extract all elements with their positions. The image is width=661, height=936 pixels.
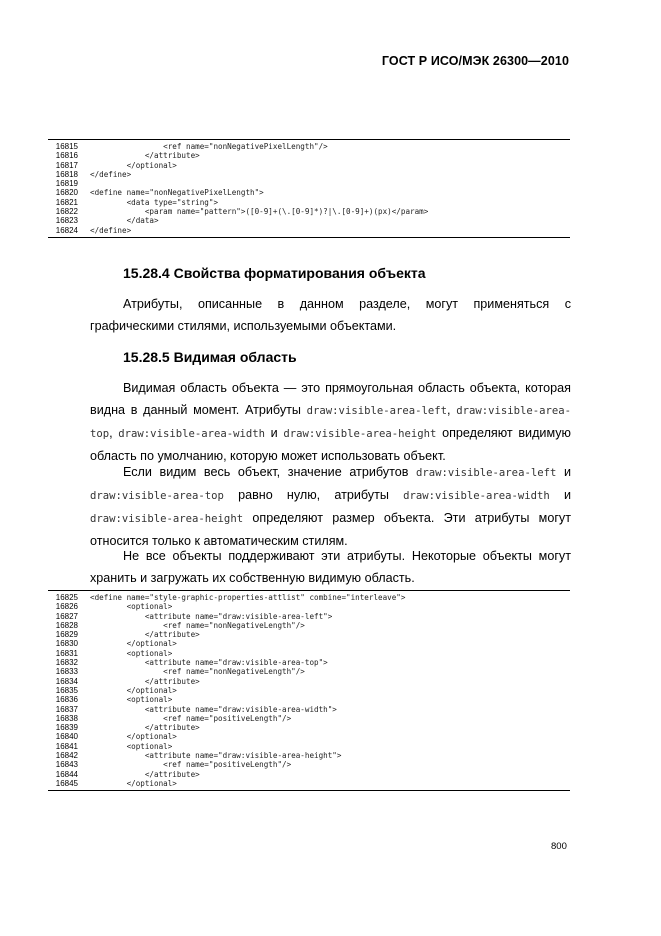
paragraph-visible-area-definition bbox=[90, 377, 571, 467]
code-text: </optional> bbox=[90, 685, 177, 695]
line-number: 16839 bbox=[55, 723, 78, 733]
line-number: 16817 bbox=[55, 160, 78, 170]
code-line bbox=[48, 593, 570, 602]
code-line bbox=[48, 621, 570, 630]
code-line bbox=[48, 188, 570, 197]
line-number: 16844 bbox=[55, 769, 78, 779]
text-run: определяют размер объекта. Эти атрибуты могут относится только к автоматическим стилям. bbox=[90, 511, 571, 548]
paragraph-not-all-objects: Не все объекты поддерживают эти атрибуты. Некоторые объекты могут хранить и загружать их собственную видимую область. bbox=[90, 549, 571, 585]
code-line bbox=[48, 770, 570, 779]
code-line bbox=[48, 649, 570, 658]
code-line bbox=[48, 760, 570, 769]
code-line bbox=[48, 751, 570, 760]
line-number: 16818 bbox=[55, 169, 78, 179]
code-line bbox=[48, 695, 570, 704]
line-number: 16837 bbox=[55, 704, 78, 714]
code-text: <ref name="nonNegativeLength"/> bbox=[90, 667, 305, 677]
code-line bbox=[48, 686, 570, 695]
attribute-visible-area-height: draw:visible-area-height bbox=[283, 428, 437, 440]
text-run: , bbox=[109, 426, 119, 440]
code-line bbox=[48, 142, 570, 151]
code-line bbox=[48, 612, 570, 621]
line-number: 16821 bbox=[55, 197, 78, 207]
code-text: <ref name="nonNegativePixelLength"/> bbox=[90, 142, 328, 151]
code-line bbox=[48, 198, 570, 207]
code-text: <optional> bbox=[90, 602, 173, 612]
code-line bbox=[48, 151, 570, 160]
line-number: 16834 bbox=[55, 676, 78, 686]
code-line bbox=[48, 779, 570, 788]
code-text: </define> bbox=[90, 225, 132, 235]
code-line bbox=[48, 226, 570, 235]
attribute-visible-area-height: draw:visible-area-height bbox=[90, 513, 244, 525]
line-number: 16824 bbox=[55, 225, 78, 235]
code-line bbox=[48, 732, 570, 741]
line-number: 16822 bbox=[55, 207, 78, 217]
attribute-visible-area-width: draw:visible-area-width bbox=[118, 428, 265, 440]
line-number: 16827 bbox=[55, 611, 78, 621]
section-heading-15-28-5: 15.28.5 Видимая область bbox=[123, 349, 297, 365]
line-number: 16825 bbox=[55, 593, 78, 602]
code-text: <define name="nonNegativePixelLength"> bbox=[90, 188, 264, 198]
text-run: определяют видимую область по умолчанию, которую может использовать объект. bbox=[90, 426, 571, 463]
line-number: 16842 bbox=[55, 751, 78, 761]
line-number: 16832 bbox=[55, 658, 78, 668]
code-text: <define name="style-graphic-properties-attlist" combine="interleave"> bbox=[90, 593, 406, 602]
line-number: 16819 bbox=[55, 179, 78, 189]
code-text: <ref name="positiveLength"/> bbox=[90, 760, 292, 770]
code-text: </optional> bbox=[90, 732, 177, 742]
code-line bbox=[48, 742, 570, 751]
text-run: Видимая область объекта — это прямоугольная область объекта, которая видна в данный момент. Атрибуты bbox=[90, 381, 571, 417]
code-text: </attribute> bbox=[90, 723, 200, 733]
line-number: 16831 bbox=[55, 648, 78, 658]
code-line bbox=[48, 207, 570, 216]
line-number: 16829 bbox=[55, 630, 78, 640]
attribute-visible-area-top: draw:visible-area-top bbox=[90, 490, 224, 502]
code-text: <optional> bbox=[90, 741, 173, 751]
line-number: 16843 bbox=[55, 760, 78, 770]
code-text: <data type="string"> bbox=[90, 197, 219, 207]
code-text: <optional> bbox=[90, 648, 173, 658]
paragraph-formatting-properties: Атрибуты, описанные в данном разделе, могут применяться с графическими стилями, используемыми объектами. bbox=[90, 297, 571, 333]
code-top-rule bbox=[48, 590, 570, 591]
code-text: <ref name="positiveLength"/> bbox=[90, 713, 292, 723]
code-text: <optional> bbox=[90, 695, 173, 705]
text-run: , bbox=[447, 403, 457, 417]
code-text: <attribute name="draw:visible-area-left"> bbox=[90, 611, 333, 621]
code-line bbox=[48, 179, 570, 188]
code-line bbox=[48, 705, 570, 714]
code-text: </optional> bbox=[90, 160, 177, 170]
section-heading-15-28-4: 15.28.4 Свойства форматирования объекта bbox=[123, 265, 426, 281]
text-run: и bbox=[556, 465, 571, 479]
code-bottom-rule bbox=[48, 790, 570, 791]
code-text: </attribute> bbox=[90, 676, 200, 686]
document-header: ГОСТ Р ИСО/МЭК 26300—2010 bbox=[381, 54, 569, 68]
text-run: и bbox=[265, 426, 284, 440]
code-top-rule bbox=[48, 139, 570, 140]
text-run: и bbox=[549, 488, 571, 502]
text-run: равно нулю, атрибуты bbox=[223, 488, 404, 502]
code-text: </optional> bbox=[90, 639, 177, 649]
text-run: Если видим весь объект, значение атрибутов bbox=[123, 465, 417, 479]
line-number: 16838 bbox=[55, 713, 78, 723]
code-text: <ref name="nonNegativeLength"/> bbox=[90, 620, 305, 630]
code-line bbox=[48, 161, 570, 170]
line-number: 16823 bbox=[55, 216, 78, 226]
code-line bbox=[48, 170, 570, 179]
code-text: </attribute> bbox=[90, 151, 200, 161]
code-line bbox=[48, 602, 570, 611]
code-line bbox=[48, 639, 570, 648]
code-line bbox=[48, 630, 570, 639]
line-number: 16816 bbox=[55, 151, 78, 161]
code-text: </define> bbox=[90, 169, 132, 179]
code-listing-1 bbox=[48, 139, 570, 238]
line-number: 16828 bbox=[55, 620, 78, 630]
code-text: <attribute name="draw:visible-area-width"> bbox=[90, 704, 337, 714]
code-text: </data> bbox=[90, 216, 159, 226]
code-text: </optional> bbox=[90, 778, 177, 788]
attribute-visible-area-left: draw:visible-area-left bbox=[416, 467, 557, 479]
attribute-visible-area-top: draw:visible-area-top bbox=[90, 405, 572, 440]
attribute-visible-area-width: draw:visible-area-width bbox=[403, 490, 550, 502]
line-number: 16830 bbox=[55, 639, 78, 649]
paragraph-whole-object-visible bbox=[90, 461, 571, 552]
line-number: 16833 bbox=[55, 667, 78, 677]
code-text: </attribute> bbox=[90, 769, 200, 779]
code-line bbox=[48, 677, 570, 686]
line-number: 16836 bbox=[55, 695, 78, 705]
code-line bbox=[48, 667, 570, 676]
line-number: 16826 bbox=[55, 602, 78, 612]
code-line bbox=[48, 714, 570, 723]
code-text: </attribute> bbox=[90, 630, 200, 640]
code-listing-2 bbox=[48, 590, 570, 791]
code-bottom-rule bbox=[48, 237, 570, 238]
attribute-visible-area-left: draw:visible-area-left bbox=[306, 405, 447, 417]
code-text: <attribute name="draw:visible-area-height"> bbox=[90, 751, 342, 761]
page-number: 800 bbox=[551, 841, 567, 852]
line-number: 16835 bbox=[55, 685, 78, 695]
line-number: 16820 bbox=[55, 188, 78, 198]
code-text: <param name="pattern">([0-9]+(\.[0-9]*)?|\.[0-9]+)(px)</param> bbox=[90, 207, 429, 217]
code-line bbox=[48, 658, 570, 667]
line-number: 16815 bbox=[55, 142, 78, 151]
code-text: <attribute name="draw:visible-area-top"> bbox=[90, 658, 328, 668]
line-number: 16840 bbox=[55, 732, 78, 742]
code-line bbox=[48, 723, 570, 732]
line-number: 16841 bbox=[55, 741, 78, 751]
line-number: 16845 bbox=[55, 778, 78, 788]
code-line bbox=[48, 216, 570, 225]
